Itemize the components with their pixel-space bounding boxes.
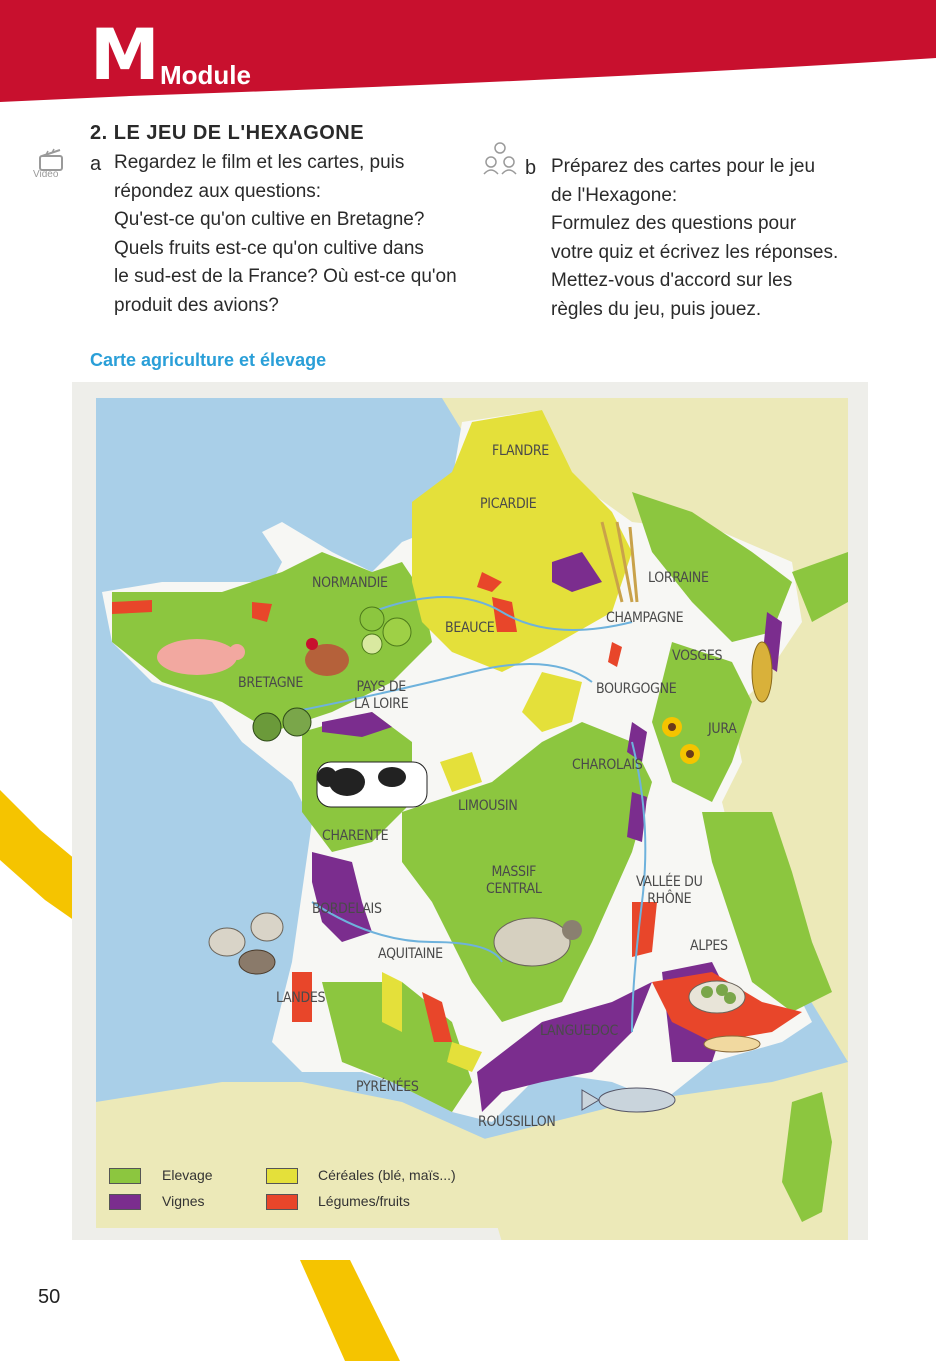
region-label-champagne: CHAMPAGNE — [606, 610, 684, 626]
region-label-beauce: BEAUCE — [445, 620, 495, 636]
pair-work-icon — [482, 140, 518, 176]
region-label-roussillon: ROUSSILLON — [478, 1114, 556, 1130]
region-label-aquitaine: AQUITAINE — [378, 946, 443, 962]
legend-label-vignes: Vignes — [162, 1193, 205, 1209]
module-letter: M — [90, 14, 156, 96]
map-title: Carte agriculture et élevage — [90, 350, 327, 370]
region-label-charente: CHARENTE — [322, 828, 389, 844]
olives-icon — [689, 981, 745, 1013]
region-label-vallee-du-rhone: VALLÉE DU RHÔNE — [636, 874, 703, 907]
part-b-text: Préparez des cartes pour le jeu de l'Hexagone: Formulez des questions pour votre quiz et écrivez les réponses. Mettez-vous d'accord sur les règles du jeu, puis jouez. — [551, 156, 839, 320]
legend-swatch-legumes — [266, 1194, 298, 1210]
legend-swatch-cereales — [266, 1168, 298, 1184]
video-label: Vidéo — [33, 169, 59, 180]
legend-label-elevage: Elevage — [162, 1167, 213, 1183]
part-a-text: Regardez le film et les cartes, puis répondez aux questions: Qu'est-ce qu'on cultive en Bretagne? Quels fruits est-ce qu'on cultive dans le sud-est de la France? Où est-ce qu'on produit des avions? — [114, 152, 457, 316]
corn-icon — [752, 642, 772, 702]
exercise-title: 2. LE JEU DE L'HEXAGONE — [90, 122, 365, 144]
pastry-icon — [704, 1036, 760, 1052]
region-label-landes: LANDES — [276, 990, 326, 1006]
video-icon[interactable] — [34, 146, 74, 186]
region-label-languedoc: LANGUEDOC — [540, 1023, 619, 1039]
region-label-charolais: CHAROLAIS — [572, 757, 643, 773]
region-label-bretagne: BRETAGNE — [238, 675, 304, 691]
region-label-alpes: ALPES — [690, 938, 728, 954]
region-label-bourgogne: BOURGOGNE — [596, 681, 677, 697]
region-label-massif-central: MASSIF CENTRAL — [486, 864, 542, 897]
region-label-limousin: LIMOUSIN — [458, 798, 518, 814]
region-label-vosges: VOSGES — [672, 648, 723, 664]
region-label-flandre: FLANDRE — [492, 443, 549, 459]
cow-icon — [317, 762, 427, 807]
legend-swatch-elevage — [109, 1168, 141, 1184]
module-title: Module — [160, 60, 251, 90]
legend-label-cereales: Céréales (blé, maïs...) — [318, 1167, 456, 1183]
part-a-letter: a — [90, 153, 102, 175]
region-label-bordelais: BORDELAIS — [312, 901, 382, 917]
region-label-picardie: PICARDIE — [480, 496, 537, 512]
region-label-normandie: NORMANDIE — [312, 575, 388, 591]
region-label-pyrenees: PYRÉNÉES — [356, 1079, 419, 1095]
page-number: 50 — [38, 1286, 61, 1308]
region-label-jura: JURA — [708, 721, 737, 737]
region-label-lorraine: LORRAINE — [648, 570, 709, 586]
legend-label-legumes: Légumes/fruits — [318, 1193, 410, 1209]
region-label-pays-de-la-loire: PAYS DE LA LOIRE — [354, 679, 409, 712]
part-b-letter: b — [525, 157, 537, 179]
legend-swatch-vignes — [109, 1194, 141, 1210]
